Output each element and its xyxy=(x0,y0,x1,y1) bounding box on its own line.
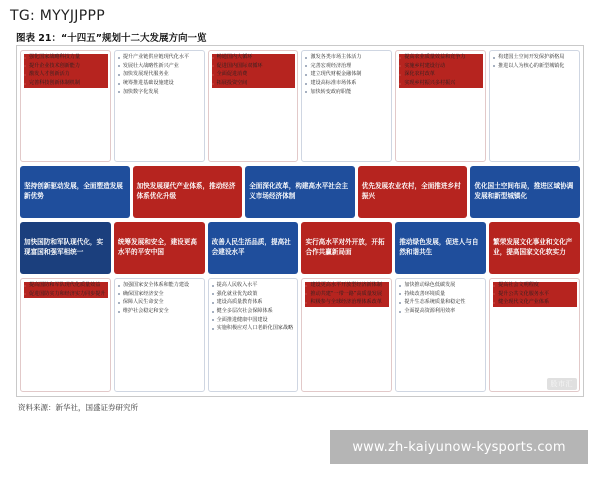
detail-card xyxy=(301,278,392,392)
detail-list-item: 强化国家战略科技力量 xyxy=(24,54,108,62)
detail-card xyxy=(114,278,205,392)
detail-list-item: 加快推动绿色低碳发展 xyxy=(399,282,483,290)
detail-list-item: 激发各类市场主体活力 xyxy=(305,54,389,62)
detail-list-item: 加强国家安全体系和能力建设 xyxy=(118,282,202,290)
detail-list xyxy=(399,282,483,316)
direction-banner: 优先发展农业农村，全面推进乡村振兴 xyxy=(358,166,468,218)
detail-list-item: 建设更高水平开放型经济新体制 xyxy=(305,282,389,290)
detail-list-item: 提高农业质量效益和竞争力 xyxy=(399,54,483,62)
detail-card xyxy=(395,50,486,162)
direction-banner: 全面深化改革，构建高水平社会主义市场经济体制 xyxy=(245,166,355,218)
detail-list xyxy=(493,54,577,70)
detail-list-item: 确保国家经济安全 xyxy=(118,291,202,299)
detail-list-item: 健全多层次社会保障体系 xyxy=(212,308,296,316)
inner-watermark: 股市汇 xyxy=(547,378,578,390)
detail-list-item: 提升生态系统质量和稳定性 xyxy=(399,299,483,307)
detail-list-item: 畅通国内大循环 xyxy=(212,54,296,62)
detail-list-item: 实施积极应对人口老龄化国家战略 xyxy=(212,325,296,333)
direction-banner: 繁荣发展文化事业和文化产业，提高国家文化软实力 xyxy=(489,222,580,274)
direction-banner: 坚持创新驱动发展，全面塑造发展新优势 xyxy=(20,166,130,218)
direction-banner: 改善人民生活品质，提高社会建设水平 xyxy=(208,222,299,274)
direction-banner: 统筹发展和安全，建设更高水平的平安中国 xyxy=(114,222,205,274)
detail-list-item: 发展壮大战略性新兴产业 xyxy=(118,63,202,71)
detail-list-item: 提升企业技术创新能力 xyxy=(24,63,108,71)
detail-list-item: 加快发展现代服务业 xyxy=(118,71,202,79)
direction-banner: 推动绿色发展，促进人与自然和谐共生 xyxy=(395,222,486,274)
detail-list-item: 积极参与全球经济治理体系改革 xyxy=(305,299,389,307)
detail-list xyxy=(118,54,202,96)
detail-card xyxy=(301,50,392,162)
detail-list-item: 统筹推进基础设施建设 xyxy=(118,80,202,88)
detail-card xyxy=(395,278,486,392)
detail-list-item: 建立现代财税金融体制 xyxy=(305,71,389,79)
detail-list-item: 完善科技创新体制机制 xyxy=(24,80,108,88)
detail-list-item: 加快数字化发展 xyxy=(118,89,202,97)
telegram-watermark: TG: MYYJJPPP xyxy=(10,8,105,24)
detail-card xyxy=(20,50,111,162)
detail-list-item: 构建国土空间开发保护新格局 xyxy=(493,54,577,62)
detail-list xyxy=(212,54,296,88)
detail-list-item: 提高国防和军队现代化质量效益 xyxy=(24,282,108,290)
figure-body xyxy=(16,45,584,397)
detail-list xyxy=(212,282,296,333)
detail-row-top xyxy=(20,50,580,162)
detail-card xyxy=(208,278,299,392)
detail-card xyxy=(489,50,580,162)
detail-list-item: 全面推进健康中国建设 xyxy=(212,317,296,325)
detail-list-item: 促进国防实力和经济实力同步提升 xyxy=(24,291,108,299)
detail-list-item: 提升产业链供应链现代化水平 xyxy=(118,54,202,62)
detail-list xyxy=(305,282,389,307)
detail-list-item: 提高社会文明程度 xyxy=(493,282,577,290)
detail-list-item: 加快转变政府职能 xyxy=(305,89,389,97)
banner-row-upper xyxy=(20,166,580,218)
detail-list-item: 强化就业优先政策 xyxy=(212,291,296,299)
detail-list xyxy=(305,54,389,96)
detail-list-item: 促进国内国际双循环 xyxy=(212,63,296,71)
direction-banner: 加快发展现代产业体系，推动经济体系优化升级 xyxy=(133,166,243,218)
direction-banner: 优化国土空间布局，推进区域协调发展和新型城镇化 xyxy=(470,166,580,218)
detail-card xyxy=(208,50,299,162)
detail-list-item: 保障人民生命安全 xyxy=(118,299,202,307)
detail-list-item: 建设高标准市场体系 xyxy=(305,80,389,88)
detail-card xyxy=(20,278,111,392)
detail-list xyxy=(493,282,577,307)
detail-list-item: 深化农村改革 xyxy=(399,71,483,79)
direction-banner: 加快国防和军队现代化，实现富国和强军相统一 xyxy=(20,222,111,274)
detail-list xyxy=(399,54,483,88)
detail-list-item: 提升公共文化服务水平 xyxy=(493,291,577,299)
detail-list-item: 持续改善环境质量 xyxy=(399,291,483,299)
detail-list-item: 全面提高资源利用效率 xyxy=(399,308,483,316)
detail-list-item: 健全现代文化产业体系 xyxy=(493,299,577,307)
detail-card xyxy=(489,278,580,392)
detail-card xyxy=(114,50,205,162)
site-watermark: www.zh-kaiyunow-kysports.com xyxy=(330,430,588,464)
figure-title: 图表 21：“十四五”规划十二大发展方向一览 xyxy=(16,33,207,44)
figure-container xyxy=(8,30,592,415)
detail-list-item: 拓展投资空间 xyxy=(212,80,296,88)
detail-list xyxy=(118,282,202,316)
banner-row-lower xyxy=(20,222,580,274)
detail-list-item: 维护社会稳定和安全 xyxy=(118,308,202,316)
detail-list-item: 实现乡村振兴多村振兴 xyxy=(399,80,483,88)
detail-list-item: 完善宏观经济治理 xyxy=(305,63,389,71)
detail-row-bottom xyxy=(20,278,580,392)
figure-source: 资料来源：新华社，国盛证券研究所 xyxy=(18,403,138,412)
detail-list-item: 提高人民收入水平 xyxy=(212,282,296,290)
detail-list-item: 推进以人为核心的新型城镇化 xyxy=(493,63,577,71)
detail-list-item: 推动共建“一带一路”高质量发展 xyxy=(305,291,389,299)
detail-list-item: 激发人才创新活力 xyxy=(24,71,108,79)
detail-list xyxy=(24,54,108,88)
detail-list xyxy=(24,282,108,298)
direction-banner: 实行高水平对外开放，开拓合作共赢新局面 xyxy=(301,222,392,274)
detail-list-item: 建设高质量教育体系 xyxy=(212,299,296,307)
detail-list-item: 全面促进消费 xyxy=(212,71,296,79)
detail-list-item: 实施乡村建设行动 xyxy=(399,63,483,71)
